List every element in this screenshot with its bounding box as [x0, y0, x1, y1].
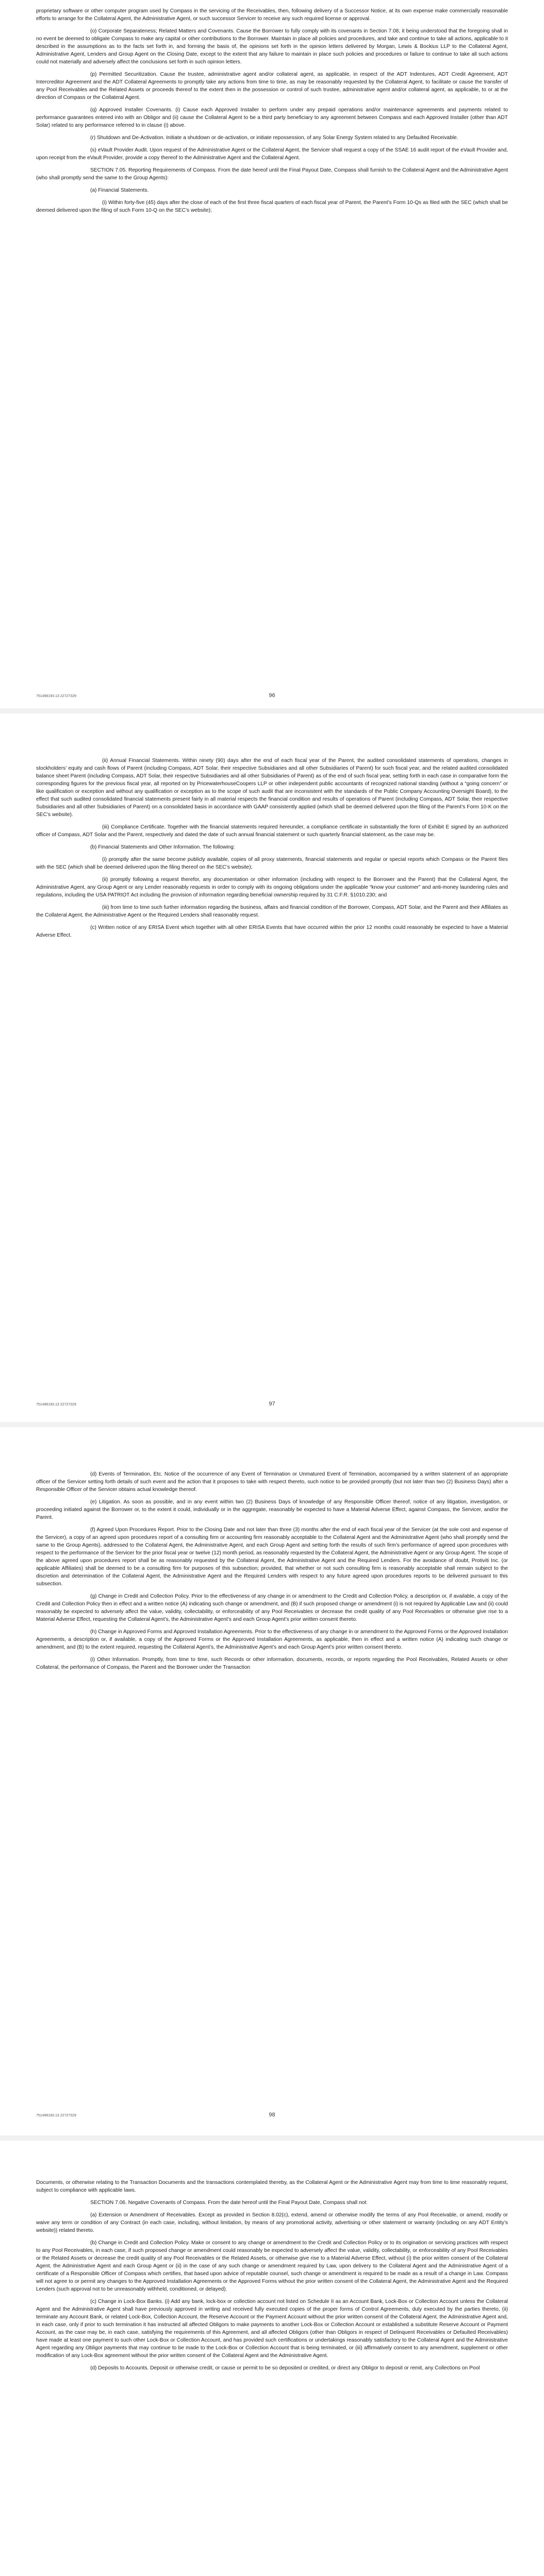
doc-id: 751496193.13 22727329 — [36, 2114, 76, 2117]
paragraph: Documents, or otherwise relating to the Transaction Documents and the transactions contemplated thereby, as the Collateral Agent or the Administrative Agent may from time to time reasonably request, subject to compliance with applicable laws. — [36, 2180, 508, 2193]
paragraph: (f) Agreed Upon Procedures Report. Prior to the Closing Date and not later than three (3) months after the end of each fiscal year of the Servicer (at the sole cost and expense of the Servicer), a copy of an agreed upon procedures report of a consulting firm or accounting firm reasonably acceptable to the Collateral Agent and the Administrative Agent (who shall promptly send the same to the Group Agents), addressed to the Collateral Agent, the Administrative Agent, and each Group Agent and setting forth the results of such firm’s performance of agreed upon procedures with respect to the performance of the Servicer for the prior fiscal year or twelve (12) month period, as reasonably requested by the Collateral Agent, the Administrative Agent or any Group Agent. The scope of the above agreed upon procedures report shall be as reasonably requested by the Collateral Agent, the Administrative Agent and the Required Lenders. For the avoidance of doubt, Protiviti Inc. (or applicable Affiliates) shall be deemed to be a consulting firm for purposes of this subsection; provided, that whether or not such consulting firm is reasonably acceptable shall remain subject to the discretion and determination of the Collateral Agent, the Administrative Agent and the Required Lenders with respect to any future agreed upon procedures reports to be delivered pursuant to this subsection. — [36, 1527, 508, 1587]
page-body — [36, 7, 508, 219]
paragraph: (s) eVault Provider Audit. Upon request of the Administrative Agent or the Collateral Agent, the Servicer shall request a copy of the SSAE 16 audit report of the eVault Provider and, upon receipt from the eVault Provider, provide a copy thereof to the Administrative Agent and the Collateral Agent. — [36, 147, 508, 161]
document-page — [0, 1427, 544, 2136]
paragraph: (c) Written notice of any ERISA Event which together with all other ERISA Events that have occurred within the prior 12 months could reasonably be expected to have a Material Adverse Effect. — [36, 925, 508, 938]
paragraph: (a) Financial Statements. — [90, 188, 149, 193]
paragraph: (d) Events of Termination, Etc. Notice of the occurrence of any Event of Termination or Unmatured Event of Termination, accompanied by a written statement of an appropriate officer of the Servicer setting forth details of such event and the action that it proposes to take with respect thereto, such notice to be provided promptly (but not later than two (2) Business Days) after a Responsible Officer of the Servicer obtains actual knowledge thereof. — [36, 1471, 508, 1493]
paragraph: (c) Change in Lock-Box Banks. (i) Add any bank, lock-box or collection account not listed on Schedule II as an Account Bank, Lock-Box or Collection Account unless the Collateral Agent and the Administrative Agent shall have previously approved in writing and received fully executed copies of the proper forms of Control Agreements, duly executed by the parties thereto, (ii) terminate any Account Bank, or related Lock-Box, Collection Account, the Reserve Account or the Payment Account without the prior written consent of the Collateral Agent, the Administrative Agent and, in each case, only if prior to such termination it has instructed all affected Obligors to make payments to another Lock-Box or Collection Account or established a substitute Reserve Account or Payment Account, as the case may be, in each case, satisfying the requirements of this Agreement, and all affected Obligors (other than Obligors in respect of Delinquent Receivables or Defaulted Receivables) have made at least one payment to such other Lock-Box or Collection Account, and has provided such certifications or undertakings reasonably satisfactory to the Collateral Agent and the Administrative Agent regarding any Obligor payments that may continue to be made to the Lock-Box or Collection Account that is being terminated, or (iii) affirmatively consent to any amendment, supplement or other modification of any Lock-Box agreement without the prior written consent of the Collateral Agent and the Administrative Agent. — [36, 2299, 508, 2359]
paragraph: (i) Within forty-five (45) days after the close of each of the first three fiscal quarters of each fiscal year of Parent, the Parent’s Form 10-Qs as filed with the SEC (which shall be deemed delivered upon the filing of such Form 10-Q on the SEC’s website); — [36, 200, 508, 213]
paragraph: (i) promptly after the same become publicly available, copies of all proxy statements, financial statements and regular or special reports which Compass or the Parent files with the SEC (which shall be deemed delivered upon the filing thereof on the SEC’s website); — [36, 857, 508, 870]
doc-id: 751496193.13 22727329 — [36, 1403, 76, 1406]
doc-id: 751496193.13 22727329 — [36, 694, 76, 698]
paragraph: (ii) promptly following a request therefor, any documentation or other information (including with respect to the Borrower and the Parent) that the Collateral Agent, the Administrative Agent, any Group Agent or any Lender reasonably requests in order to comply with its ongoing obligations under the applicable “know your customer” and anti-money laundering rules and regulations, including the USA PATRIOT Act including the provision of information regarding beneficial ownership required by 31 C.F.R. §1010.230; and — [36, 877, 508, 898]
page-number: 96 — [269, 692, 275, 699]
paragraph: SECTION 7.06. Negative Covenants of Compass. From the date hereof until the Final Payout Date, Compass shall not: — [90, 2200, 368, 2206]
paragraph: (o) Corporate Separateness; Related Matters and Covenants. Cause the Borrower to fully comply with its covenants in Section 7.08, it being understood that the foregoing shall in no event be deemed to obligate Compass to make any capital or other contributions to the Borrower. Maintain in place all policies and procedures, and take and continue to take all actions, applicable to it described in the assumptions as to the facts set forth in, and forming the basis of, the opinions set forth in the opinion letters delivered by Morgan, Lewis & Bockius LLP to the Collateral Agent, Administrative Agent, Lenders and Group Agent on the Closing Date, except to the extent that any failure to maintain in place such policies and procedures or failure to continue to take all such actions could not materially and adversely affect the conclusions set forth in such opinion letters. — [36, 28, 508, 65]
document-page — [0, 0, 544, 708]
paragraph: (iii) from time to time such further information regarding the business, affairs and financial condition of the Borrower, Compass, ADT Solar, and the Parent and their Affiliates as the Collateral Agent, the Administrative Agent or the Required Lenders shall reasonably request. — [36, 905, 508, 918]
page-body — [36, 1470, 508, 1676]
paragraph: (e) Litigation. As soon as possible, and in any event within two (2) Business Days of knowledge of any Responsible Officer thereof, notice of any litigation, investigation, or proceeding initiated against the Borrower or, to the extent it could, individually or in the aggregate, reasonably be expected to have a Material Adverse Effect, against Compass, the Servicer, and/or the Parent. — [36, 1499, 508, 1520]
document-page — [0, 2141, 544, 2576]
page-body — [36, 757, 508, 944]
paragraph: (a) Extension or Amendment of Receivables. Except as provided in Section 8.02(c), extend, amend or otherwise modify the terms of any Pool Receivable, or amend, modify or waive any term or condition of any Contract (in each case, including, without limitation, by means of any promotional activity, advertising or other statement or warranty (including on any ADT Entity’s website)) related thereto. — [36, 2212, 508, 2233]
paragraph: (r) Shutdown and De-Activation. Initiate a shutdown or de-activation, or initiate repossession, of any Solar Energy System related to any Defaulted Receivable. — [90, 135, 458, 141]
paragraph: (h) Change in Approved Forms and Approved Installation Agreements. Prior to the effectiveness of any change in or amendment to the Approved Forms or the Approved Installation Agreements, a description or, if available, a copy of the Approved Forms or the Approved Installation Agreements, as applicable, then in effect and a written notice (A) indicating such change or amendment, and (B) to the extent required, requesting the Collateral Agent’s, the Administrative Agent’s and each Group Agent’s prior written consent thereto. — [36, 1629, 508, 1650]
paragraph: (ii) Annual Financial Statements. Within ninety (90) days after the end of each fiscal year of the Parent, the audited consolidated statements of operations, changes in stockholders’ equity and cash flows of Parent (including Compass, ADT Solar, their respective Subsidiaries and all other Subsidiaries of Parent) for such fiscal year, and the related audited consolidated balance sheet Parent (including Compass, ADT Solar, their respective Subsidiaries and all other Subsidiaries of Parent) as of the end of such fiscal year, setting forth in each case in comparative form the corresponding figures for the previous fiscal year, all reported on by PricewaterhouseCoopers LLP or other independent public accountants of recognized national standing (without a “going concern” or like qualification or exception and without any qualification or exception as to the scope of such audit that are inconsistent with the standards of the Public Company Accounting Oversight Board), to the effect that such audited consolidated financial statements present fairly in all material respects the financial condition and results of operations of Parent (including Compass, ADT Solar, their respective Subsidiaries and all other Subsidiaries of Parent) on a consolidated basis in accordance with GAAP consistently applied (which shall be deemed delivered upon the filing of the Parent’s Form 10-K on the SEC’s website). — [36, 758, 508, 818]
paragraph: (b) Financial Statements and Other Information. The following: — [90, 844, 235, 850]
page-number: 98 — [269, 2112, 275, 2118]
paragraph: (q) Approved Installer Covenants. (i) Cause each Approved Installer to perform under any prepaid operations and/or maintenance agreements and payments related to performance guarantees entered into with an Obligor and (ii) cause the Collateral Agent to be a third party beneficiary to any agreement between Compass and each Approved Installer (other than ADT Solar) related to any performance referred to in clause (i) above. — [36, 107, 508, 128]
paragraph: (i) Other Information. Promptly, from time to time, such Records or other information, documents, records, or reports regarding the Pool Receivables, Related Assets or other Collateral, the performance of Compass, the Parent and the Borrower under the Transaction — [36, 1657, 508, 1670]
paragraph: (p) Permitted Securitization. Cause the trustee, administrative agent and/or collateral agent, as applicable, in respect of the ADT Indentures, ADT Credit Agreement, ADT Intercreditor Agreement and the ADT Collateral Agreements to promptly take any actions from time to time, as may be reasonably requested by the Collateral Agent, to facilitate or cause the transfer of any Pool Receivables and the Related Assets or proceeds thereof to the extent then in the possession or control of such trustee, administrative agent and/or collateral agent, as applicable, to or at the direction of Compass or the Collateral Agent. — [36, 72, 508, 100]
document-page — [0, 714, 544, 1422]
paragraph: proprietary software or other computer program used by Compass in the servicing of the Receivables, then, following delivery of a Successor Notice, at its own expense make commercially reasonable efforts to arrange for the Collateral Agent, the Administrative Agent, or such successor Servicer to receive any such required license or approval. — [36, 8, 508, 22]
page-number: 97 — [269, 1401, 275, 1407]
paragraph: (iii) Compliance Certificate. Together with the financial statements required hereunder, a compliance certificate in substantially the form of Exhibit E signed by an authorized officer of Compass, ADT Solar and the Parent, respectively and dated the date of such annual financial statement or such quarterly financial statement, as the case may be. — [36, 824, 508, 838]
paragraph: (b) Change in Credit and Collection Policy. Make or consent to any change or amendment to the Credit and Collection Policy or to its origination or servicing practices with respect to any Pool Receivables, in each case, if such proposed change or amendment could reasonably be expected to adversely affect the value, validity, collectability, or enforceability of any Pool Receivables or the Related Assets or decrease the credit quality of any Pool Receivables or the Related Assets, or otherwise give rise to a Material Adverse Effect, without (i) the prior written consent of the Collateral Agent, the Administrative Agent and each Group Agent or (ii) in the case of any such change or amendment required by Law, upon delivery to the Collateral Agent and the Administrative Agent of a certificate of a Responsible Officer of Compass which certifies, that based upon advice of reputable counsel, such change or amendment is required to be made as a result of a change in Law. Compass will not agree to or permit any changes to the Approved Installation Agreements or the Approved Forms without the prior written consent of the Collateral Agent, the Administrative Agent and the Required Lenders (such approval not to be unreasonably withheld, conditioned, or delayed). — [36, 2240, 508, 2292]
page-body — [36, 2179, 508, 2377]
paragraph: (g) Change in Credit and Collection Policy. Prior to the effectiveness of any change in or amendment to the Credit and Collection Policy, a description or, if available, a copy of the Credit and Collection Policy then in effect and a written notice (A) indicating such change or amendment, and (B) if such proposed change or amendment (i) is not required by Applicable Law and (ii) could reasonably be expected to adversely affect the value, validity, collectability, or enforceability of any Pool Receivables or decrease the credit quality of any Pool Receivables or otherwise give rise to a Material Adverse Effect, requesting the Collateral Agent’s, the Administrative Agent’s and each Group Agent’s prior written consent thereto. — [36, 1594, 508, 1622]
paragraph: SECTION 7.05. Reporting Requirements of Compass. From the date hereof until the Final Payout Date, Compass shall furnish to the Collateral Agent and the Administrative Agent (who shall promptly send the same to the Group Agents): — [36, 167, 508, 181]
paragraph: (d) Deposits to Accounts. Deposit or otherwise credit, or cause or permit to be so deposited or credited, or direct any Obligor to deposit or remit, any Collections on Pool — [90, 2365, 480, 2371]
